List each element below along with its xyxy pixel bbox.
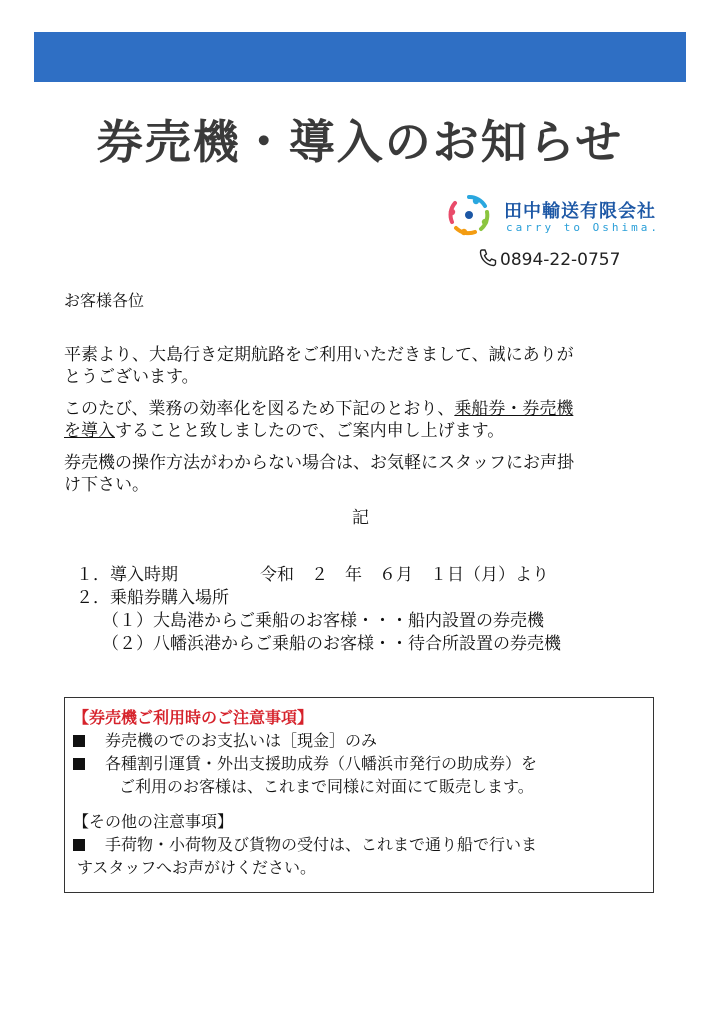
detail-item-1-label: １．導入時期 — [76, 565, 178, 585]
notice-content — [73, 706, 645, 879]
notice-bullet-2-text-2: ご利用のお客様は、これまで同様に対面にて販売します。 — [119, 777, 534, 796]
notice-bullet-2 — [73, 752, 645, 775]
detail-subitem-2: （２）八幡浜港からご乗船のお客様・・待合所設置の券売機 — [102, 634, 561, 654]
announcement-text-1a: このたび、業務の効率化を図るため下記のとおり、 — [64, 399, 455, 419]
announcement-line-2 — [64, 420, 664, 442]
notice-box — [64, 697, 654, 893]
square-bullet-icon — [73, 758, 85, 770]
phone-icon — [478, 248, 498, 268]
company-tagline: carry to Oshima. — [506, 221, 660, 234]
announcement-text-2a: を導入 — [64, 421, 115, 441]
company-logo-icon — [446, 192, 492, 238]
notice-bullet-2-text-1: 各種割引運賃・外出支援助成券（八幡浜市発行の助成券）を — [105, 754, 538, 773]
detail-item-2: ２．乗船券購入場所 — [76, 588, 229, 608]
company-logo — [446, 192, 686, 240]
detail-item-1-value: 令和 ２ 年 ６月 １日（月）より — [260, 565, 549, 585]
company-phone — [478, 248, 620, 270]
paragraph-greeting — [64, 344, 664, 388]
notice-bullet-1 — [73, 729, 645, 752]
details-list — [76, 564, 561, 656]
ki-heading: 記 — [352, 508, 369, 528]
notice-bullet-1-text: 券売機のでのお支払いは［現金］のみ — [105, 731, 378, 750]
page-title: 券売機・導入のお知らせ — [96, 115, 624, 169]
help-line-1: 券売機の操作方法がわからない場合は、お気軽にスタッフにお声掛 — [64, 453, 574, 473]
phone-number: 0894-22-0757 — [500, 250, 621, 270]
header-bar — [34, 32, 686, 82]
detail-item-1 — [76, 564, 561, 587]
square-bullet-icon — [73, 839, 85, 851]
help-line-2: け下さい。 — [64, 475, 149, 495]
notice-bullet-3-text-2: すスタッフへお声がけください。 — [77, 858, 317, 877]
notice-heading-other: 【その他の注意事項】 — [73, 812, 234, 831]
detail-subitem-1: （１）大島港からご乗船のお客様・・・船内設置の券売機 — [102, 611, 544, 631]
announcement-text-2b: することと致しましたので、ご案内申し上げます。 — [115, 421, 505, 441]
notice-bullet-3 — [73, 833, 645, 856]
notice-heading-ticket-machine: 【券売機ご利用時のご注意事項】 — [73, 708, 314, 727]
announcement-line-1 — [64, 398, 664, 420]
greeting-line-2: とうございます。 — [64, 367, 199, 387]
greeting-line-1: 平素より、大島行き定期航路をご利用いただきまして、誠にありが — [64, 345, 574, 365]
paragraph-announcement — [64, 398, 664, 442]
paragraph-help — [64, 452, 664, 496]
salutation: お客様各位 — [64, 291, 145, 310]
announcement-text-1b: 乗船券・券売機 — [454, 399, 574, 419]
company-name: 田中輸送有限会社 — [504, 201, 656, 222]
square-bullet-icon — [73, 735, 85, 747]
notice-bullet-3-text-1: 手荷物・小荷物及び貨物の受付は、これまで通り船で行いま — [105, 835, 538, 854]
